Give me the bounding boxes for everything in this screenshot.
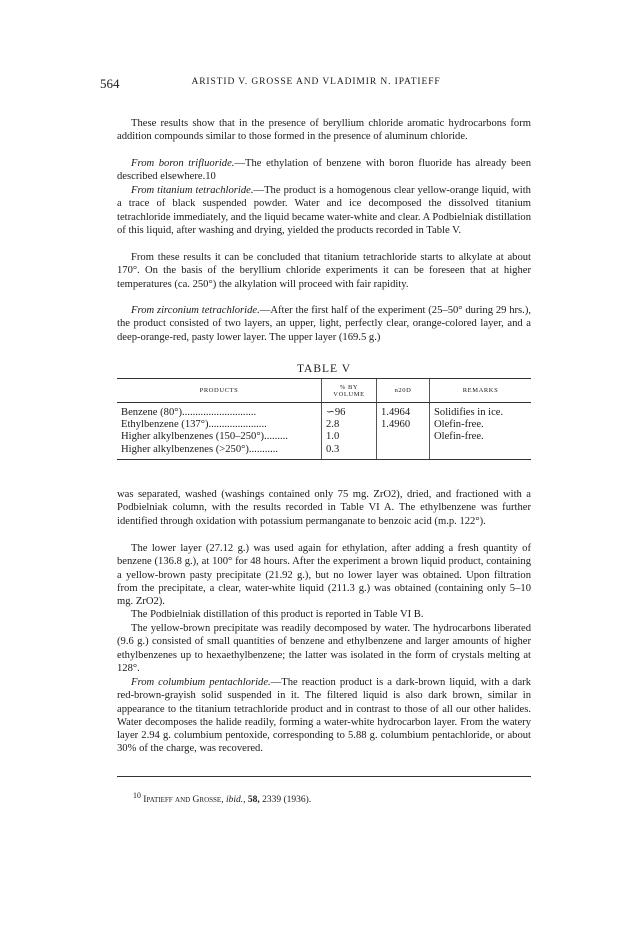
col-header-remarks: REMARKS bbox=[430, 379, 532, 403]
paragraph-titanium-tetrachloride: From titanium tetrachloride.—The product is a homogenous clear yellow-orange liquid, with a trace of black suspended powder. Water and ice decomposed the dissolved titanium tetrachloride immediately, and the liquid became water-white and clear. A Podbielniak distillation of this liquid, after washing and drying, yielded the products recorded in Table V. bbox=[117, 185, 531, 236]
paragraph-table-vi-b-reference: The Podbielniak distillation of this product is reported in Table VI B. bbox=[131, 609, 424, 620]
cell-remarks: Solidifies in ice. bbox=[430, 403, 532, 420]
footnote-journal: ibid., bbox=[225, 795, 246, 806]
cell-nd: 1.4960 bbox=[377, 419, 430, 431]
paragraph-titanium-conclusion: From these results it can be concluded that titanium tetrachloride starts to alkylate at about 170°. On the basis of the beryllium chloride experiments it can be foreseen that at higher temperatures (ca. 250°) the alkylation will proceed with fair rapidity. bbox=[117, 252, 531, 290]
footnote-marker: 10 bbox=[133, 791, 141, 800]
paragraph-upper-layer-fractionation: was separated, washed (washings contained only 75 mg. ZrO2), dried, and fractioned with a Podbielniak column, with the results recorded in Table VI A. The ethylbenzene was further identified through oxidation with potassium permanganate to benzoic acid (m.p. 122°). bbox=[117, 489, 531, 527]
table-row bbox=[117, 419, 531, 431]
cell-nd bbox=[377, 444, 430, 460]
paragraph-columbium-pentachloride: From columbium pentachloride.—The reaction product is a dark-brown liquid, with a dark red-brown-grayish solid suspended in it. The filtered liquid is also dark brown, similar in appearance to the titanium tetrachloride product and in contrast to those of all our other halides. Water decomposes the halide readily, forming a water-white hydrocarbon layer. From the watery layer 2.94 g. columbium pentoxide, corresponding to 5.88 g. columbium pentachloride, or about 30% of the charge, was recovered. bbox=[117, 677, 531, 755]
running-title: ARISTID V. GROSSE AND VLADIMIR N. IPATIEFF bbox=[191, 77, 441, 87]
footnote-authors: Ipatieff and Grosse, bbox=[143, 795, 224, 806]
cell-product: Higher alkylbenzenes (>250°)........... bbox=[117, 444, 322, 460]
table-header-row bbox=[117, 379, 531, 403]
col-header-nd: n20D bbox=[377, 379, 430, 403]
cell-nd: 1.4964 bbox=[377, 403, 430, 420]
col-header-volume: % BY VOLUME bbox=[322, 379, 377, 403]
cell-nd bbox=[377, 431, 430, 443]
table-row bbox=[117, 431, 531, 443]
cell-volume: ∽96 bbox=[322, 403, 377, 420]
section-lead: From titanium tetrachloride. bbox=[131, 185, 254, 196]
footnote-citation: 2339 (1936). bbox=[262, 795, 312, 806]
cell-product: Ethylbenzene (137°)...................... bbox=[121, 419, 267, 431]
cell-volume: 0.3 bbox=[322, 444, 377, 460]
table-row bbox=[117, 444, 531, 460]
cell-remarks: Olefin-free. bbox=[430, 431, 532, 443]
paragraph-beryllium-results: These results show that in the presence of beryllium chloride aromatic hydrocarbons form addition compounds similar to those formed in the presence of aluminum chloride. bbox=[117, 118, 531, 143]
cell-volume: 1.0 bbox=[322, 431, 377, 443]
paragraph-lower-layer-ethylation: The lower layer (27.12 g.) was used again for ethylation, after adding a fresh quantity of benzene (136.8 g.), at 100° for 48 hours. After the experiment a brown liquid product, containing a yellow-brown pasty precipitate (21.92 g.), but no lower layer was obtained. Upon filtration from the precipitate, a clear, water-white liquid (211.3 g.) was obtained (containing only 5–10 mg. ZrO2). bbox=[117, 543, 531, 608]
footnote-10 bbox=[133, 791, 311, 805]
table-v bbox=[117, 378, 531, 460]
cell-remarks: Olefin-free. bbox=[430, 419, 532, 431]
section-lead: From boron trifluoride. bbox=[131, 158, 235, 169]
footnote-divider bbox=[117, 776, 531, 777]
cell-volume: 2.8 bbox=[322, 419, 377, 431]
paragraph-zirconium-tetrachloride: From zirconium tetrachloride.—After the first half of the experiment (25–50° during 29 hrs.), the product consisted of two layers, an upper, light, perfectly clear, orange-colored layer, and a deep-orange-red, pasty lower layer. The upper layer (169.5 g.) bbox=[117, 305, 531, 343]
cell-product: Higher alkylbenzenes (150–250°)......... bbox=[121, 431, 288, 443]
cell-product: Benzene (80°)............................ bbox=[121, 407, 257, 418]
footnote-volume: 58, bbox=[247, 795, 260, 806]
section-lead: From columbium pentachloride. bbox=[131, 677, 271, 688]
table-row bbox=[117, 403, 531, 420]
table-title: TABLE V bbox=[296, 363, 352, 375]
col-header-products: PRODUCTS bbox=[117, 379, 322, 403]
cell-remarks bbox=[430, 444, 532, 460]
paragraph-boron-trifluoride: From boron trifluoride.—The ethylation of benzene with boron fluoride has already been described elsewhere.10 bbox=[117, 158, 531, 183]
section-lead: From zirconium tetrachloride. bbox=[131, 305, 260, 316]
page-header bbox=[100, 76, 532, 92]
paragraph-yellow-brown-precipitate: The yellow-brown precipitate was readily decomposed by water. The hydrocarbons liberated (9.6 g.) consisted of small quantities of benzene and ethylbenzene and larger amounts of higher ethylbenzenes up to hexaethylbenzene; the latter was isolated in the form of crystals melting at 128°. bbox=[117, 623, 531, 674]
page-number: 564 bbox=[100, 76, 120, 91]
